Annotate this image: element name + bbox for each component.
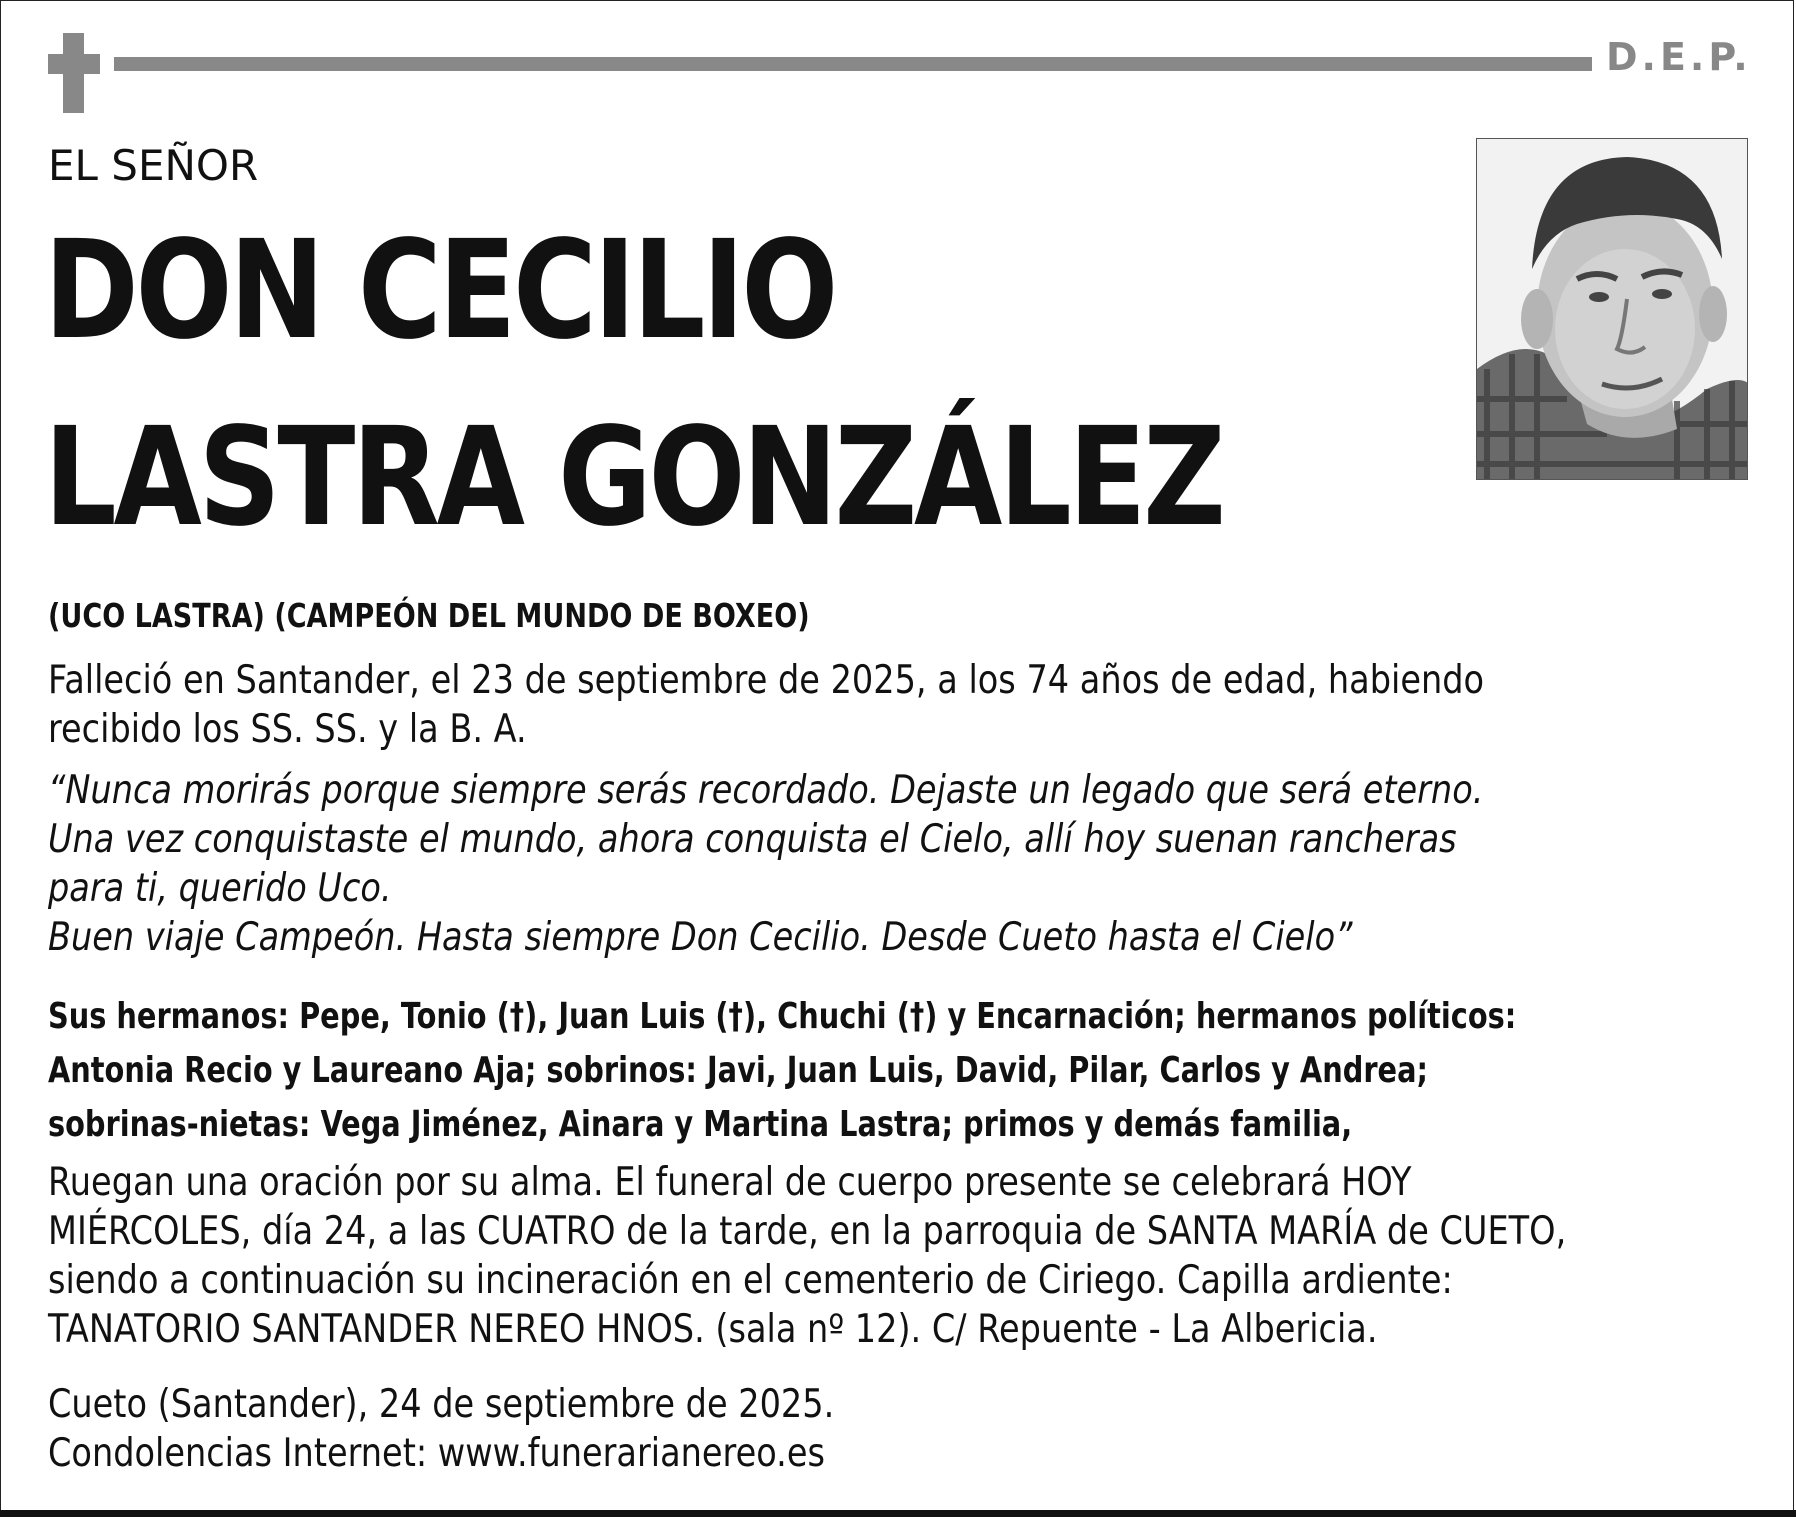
memorial-quote [48, 766, 1758, 962]
deceased-name-line-2: LASTRA GONZÁLEZ [44, 399, 1223, 557]
funeral-line: MIÉRCOLES, día 24, a las CUATRO de la tarde, en la parroquia de SANTA MARÍA de CUETO, [48, 1209, 1567, 1254]
quote-line: “Nunca morirás porque siempre serás recordado. Dejaste un legado que será eterno. [48, 768, 1484, 813]
quote-line: Una vez conquistaste el mundo, ahora conquista el Cielo, allí hoy suenan rancheras [48, 817, 1457, 862]
nickname-line: (UCO LASTRA) (CAMPEÓN DEL MUNDO DE BOXEO) [48, 596, 810, 635]
deceased-name-line-1: DON CECILIO [44, 212, 836, 370]
family-list [48, 990, 1758, 1152]
family-line: Sus hermanos: Pepe, Tonio (†), Juan Luis (†), Chuchi (†) y Encarnación; hermanos políticos: [48, 996, 1517, 1037]
funeral-line: Ruegan una oración por su alma. El funeral de cuerpo presente se celebrará HOY [48, 1160, 1412, 1205]
family-line: sobrinas-nietas: Vega Jiménez, Ainara y Martina Lastra; primos y demás familia, [48, 1104, 1353, 1145]
dep-label: D.E.P. [1606, 35, 1752, 79]
family-line: Antonia Recio y Laureano Aja; sobrinos: Javi, Juan Luis, David, Pilar, Carlos y Andrea; [48, 1050, 1429, 1091]
quote-line: Buen viaje Campeón. Hasta siempre Don Cecilio. Desde Cueto hasta el Cielo” [48, 915, 1353, 960]
honorific-prefix: EL SEÑOR [48, 141, 259, 190]
death-notice-line: Falleció en Santander, el 23 de septiembre de 2025, a los 74 años de edad, habiendo [48, 658, 1485, 703]
death-notice [48, 656, 1758, 754]
funeral-line: TANATORIO SANTANDER NEREO HNOS. (sala nº 12). C/ Repuente - La Albericia. [48, 1307, 1378, 1352]
footer-condolences: Condolencias Internet: www.funerarianereo.es [48, 1431, 825, 1476]
footer-date: Cueto (Santander), 24 de septiembre de 2025. [48, 1382, 835, 1427]
death-notice-line: recibido los SS. SS. y la B. A. [48, 707, 527, 752]
footer [48, 1380, 1758, 1478]
bottom-rule [0, 1510, 1796, 1517]
funeral-details [48, 1158, 1758, 1354]
cross-icon-bar [48, 54, 100, 74]
header-rule [114, 57, 1592, 71]
funeral-line: siendo a continuación su incineración en el cementerio de Ciriego. Capilla ardiente: [48, 1258, 1453, 1303]
portrait-photo [1476, 138, 1748, 480]
quote-line: para ti, querido Uco. [48, 866, 392, 911]
